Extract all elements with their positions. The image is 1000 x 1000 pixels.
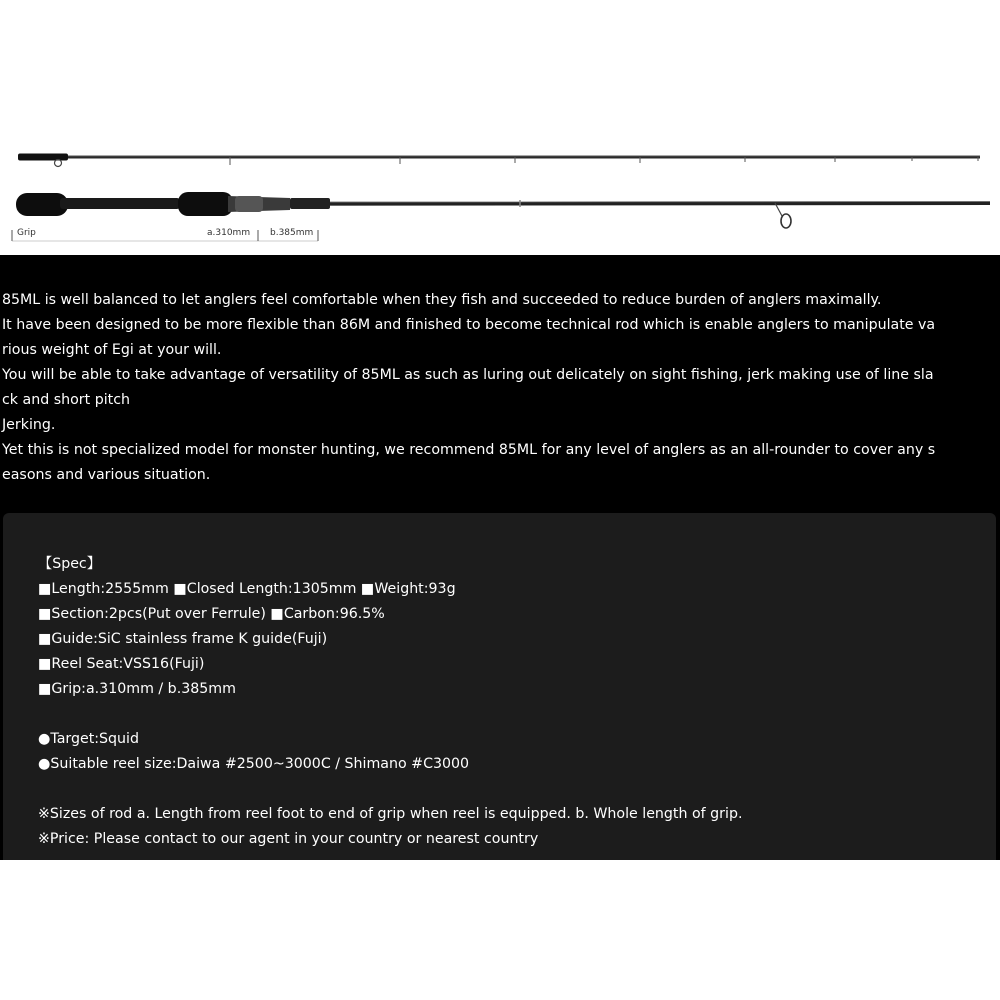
description-line: 85ML is well balanced to let anglers feel comfortable when they fish and succeeded to reduce burden of anglers maximally. [2, 292, 882, 308]
grip-a-label: a.310mm [207, 228, 251, 238]
spec-panel [3, 513, 996, 860]
grip-label: Grip [17, 228, 36, 238]
spec-text [38, 552, 742, 852]
spec-item: ■Section:2pcs(Put over Ferrule) ■Carbon:96.5% [38, 606, 385, 622]
grip-b-label: b.385mm [270, 228, 314, 238]
description-line: You will be able to take advantage of versatility of 85ML as such as luring out delicately on sight fishing, jerk making use of line sla [2, 367, 934, 383]
rod-tip-section [18, 154, 980, 167]
spec-heading: 【Spec】 [38, 556, 101, 572]
spec-item: ■Length:2555mm ■Closed Length:1305mm ■Weight:93g [38, 581, 456, 597]
spec-target: ●Target:Squid [38, 731, 140, 747]
spec-item: ■Guide:SiC stainless frame K guide(Fuji) [38, 631, 328, 647]
description-section [0, 255, 1000, 505]
spec-item: ■Grip:a.310mm / b.385mm [38, 681, 236, 697]
description-line: ck and short pitch [2, 392, 130, 408]
description-line: Jerking. [2, 417, 56, 433]
spec-section [0, 505, 1000, 860]
rod-illustration [0, 0, 1000, 255]
spec-item: ■Reel Seat:VSS16(Fuji) [38, 656, 205, 672]
description-line: easons and various situation. [2, 467, 211, 483]
spec-target: ●Suitable reel size:Daiwa #2500~3000C / Shimano #C3000 [38, 756, 470, 772]
spec-note: ※Sizes of rod a. Length from reel foot to end of grip when reel is equipped. b. Whole length of grip. [38, 806, 743, 822]
rod-butt-section [16, 192, 990, 228]
description-text [2, 288, 998, 488]
rod-image-area [0, 0, 1000, 255]
description-line: It have been designed to be more flexible than 86M and finished to become technical rod which is enable anglers to manipulate va [2, 317, 936, 333]
description-line: Yet this is not specialized model for monster hunting, we recommend 85ML for any level of anglers as an all-rounder to cover any s [2, 442, 936, 458]
spec-note: ※Price: Please contact to our agent in your country or nearest country [38, 831, 539, 847]
bottom-blank-area [0, 860, 1000, 1000]
description-line: rious weight of Egi at your will. [2, 342, 222, 358]
